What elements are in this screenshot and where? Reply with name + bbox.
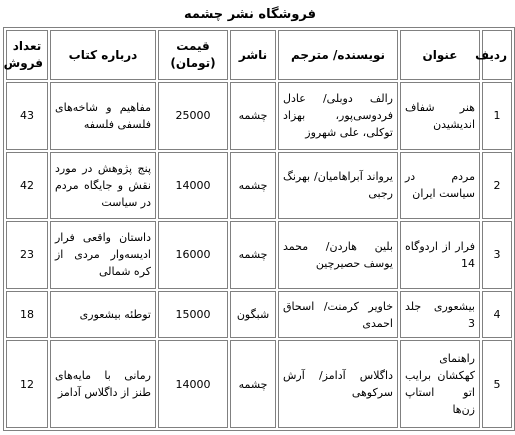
cell-index: 1 <box>482 82 512 150</box>
cell-about: رمانی با مایه‌های طنز از داگلاس آدامز <box>50 340 156 428</box>
cell-price: 14000 <box>158 340 228 428</box>
header-about: درباره کتاب <box>50 30 156 80</box>
cell-author: بلین هاردن/ محمد یوسف حصیرچین <box>278 221 398 289</box>
cell-publisher: چشمه <box>230 340 276 428</box>
cell-about: داستان واقعی فرار ادیسه‌وار مردی از کره شمالی <box>50 221 156 289</box>
header-title: عنوان <box>400 30 480 80</box>
cell-sales: 42 <box>6 152 48 220</box>
cell-publisher: چشمه <box>230 82 276 150</box>
cell-sales: 23 <box>6 221 48 289</box>
table-header-row <box>6 30 512 80</box>
cell-title: بیشعوری جلد 3 <box>400 291 480 338</box>
cell-title: فرار از اردوگاه 14 <box>400 221 480 289</box>
cell-publisher: چشمه <box>230 221 276 289</box>
cell-author: خاویر کرمنت/ اسحاق احمدی <box>278 291 398 338</box>
cell-price: 25000 <box>158 82 228 150</box>
cell-author: داگلاس آدامز/ آرش سرکوهی <box>278 340 398 428</box>
cell-price: 14000 <box>158 152 228 220</box>
table-row <box>6 221 512 289</box>
cell-publisher: شبگون <box>230 291 276 338</box>
cell-author: رالف دوبلی/ عادل فردوسی‌پور، بهزاد توکلی، علی شهروز <box>278 82 398 150</box>
table-row <box>6 82 512 150</box>
books-table <box>3 27 515 431</box>
cell-title: مردم در سیاست ایران <box>400 152 480 220</box>
cell-about: مفاهیم و شاخه‌های فلسفی فلسفه <box>50 82 156 150</box>
cell-title: راهنمای کهکشان برایب اتو استاپ زن‌ها <box>400 340 480 428</box>
cell-sales: 18 <box>6 291 48 338</box>
header-author: نویسنده/ مترجم <box>278 30 398 80</box>
cell-about: پنج پژوهش در مورد نقش و جایگاه مردم در سیاست <box>50 152 156 220</box>
cell-about: توطئه بیشعوری <box>50 291 156 338</box>
header-sales: تعداد فروش <box>6 30 48 80</box>
header-price: قیمت (تومان) <box>158 30 228 80</box>
cell-sales: 43 <box>6 82 48 150</box>
cell-price: 16000 <box>158 221 228 289</box>
cell-sales: 12 <box>6 340 48 428</box>
table-row <box>6 152 512 220</box>
cell-index: 2 <box>482 152 512 220</box>
cell-title: هنر شفاف اندیشیدن <box>400 82 480 150</box>
cell-index: 4 <box>482 291 512 338</box>
cell-price: 15000 <box>158 291 228 338</box>
cell-publisher: چشمه <box>230 152 276 220</box>
header-index: ردیف <box>482 30 512 80</box>
cell-index: 5 <box>482 340 512 428</box>
cell-index: 3 <box>482 221 512 289</box>
page-title: فروشگاه نشر چشمه <box>183 7 317 22</box>
table-row <box>6 291 512 338</box>
table-row <box>6 340 512 428</box>
cell-author: یرواند آبراهامیان/ بهرنگ رجبی <box>278 152 398 220</box>
header-publisher: ناشر <box>230 30 276 80</box>
